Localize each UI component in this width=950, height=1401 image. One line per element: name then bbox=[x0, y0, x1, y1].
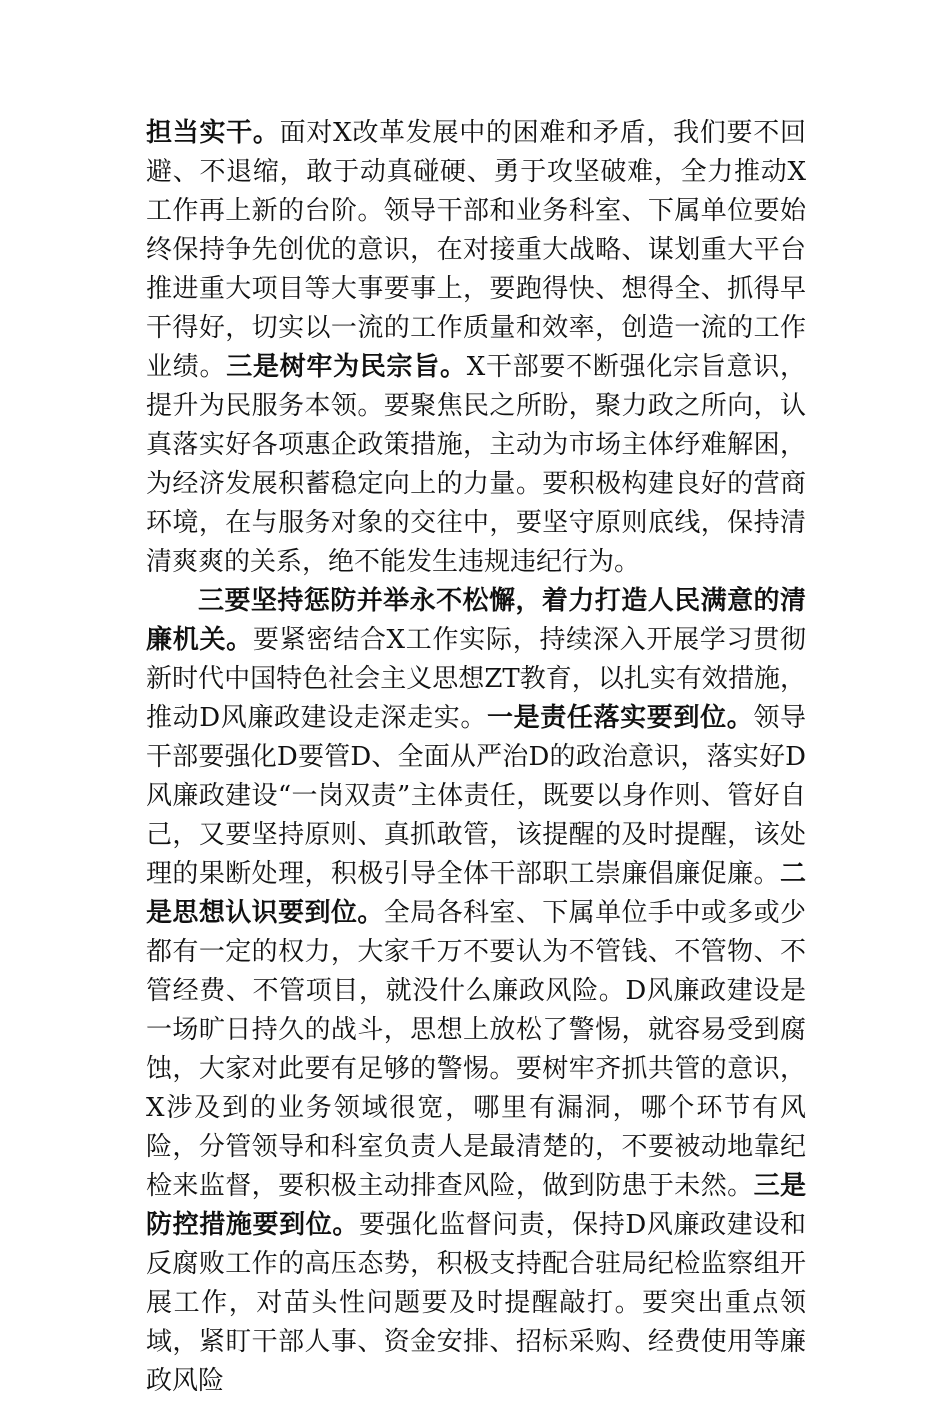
body-text: 全局各科室、下属单位手中或多或少都有一定的权力，大家千万不要认为不管钱、不管物、不管经费、不管项目，就没什么廉政风险。D风廉政建设是一场旷日持久的战斗，思想上放松了警惕，就容易受到腐蚀，大家对此要有足够的警惕。要树牢齐抓共管的意识，X涉及到的业务领域很宽，哪里有漏洞，哪个环节有风险，分管领导和科室负责人是最清楚的，不要被动地靠纪检来监督，要积极主动排查风险，做到防患于未然。 bbox=[146, 898, 806, 1201]
body-text: 领导干部要强化D要管D、全面从严治D的政治意识，落实好D风廉政建设“一岗双责”主体责任，既要以身作则、管好自己，又要坚持原则、真抓敢管，该提醒的及时提醒，该处理的果断处理，积极引导全体干部职工崇廉倡廉促廉。 bbox=[146, 703, 806, 889]
bold-heading: 一是责任落实要到位。 bbox=[487, 703, 754, 733]
body-text: 面对X改革发展中的困难和矛盾，我们要不回避、不退缩，敢于动真碰硬、勇于攻坚破难，全力推动X工作再上新的台阶。领导干部和业务科室、下属单位要始终保持争先创优的意识，在对接重大战略、谋划重大平台推进重大项目等大事要事上，要跑得快、想得全、抓得早干得好，切实以一流的工作质量和效率，创造一流的工作业绩。 bbox=[146, 118, 806, 382]
bold-heading: 二是思想认识要到位。 bbox=[146, 859, 806, 928]
body-text: X干部要不断强化宗旨意识，提升为民服务本领。要聚焦民之所盼，聚力政之所向，认真落实好各项惠企政策措施，主动为市场主体纾难解困，为经济发展积蓄稳定向上的力量。要积极构建良好的营商环境，在与服务对象的交往中，要坚守原则底线，保持清清爽爽的关系，绝不能发生违规违纪行为。 bbox=[146, 352, 806, 577]
paragraph-2 bbox=[146, 582, 806, 1401]
document-page bbox=[146, 114, 806, 1401]
bold-heading: 三是树牢为民宗旨。 bbox=[226, 352, 467, 382]
paragraph-1 bbox=[146, 114, 806, 582]
bold-heading: 担当实干。 bbox=[146, 118, 280, 148]
bold-heading: 三是防控措施要到位。 bbox=[146, 1171, 806, 1240]
body-text: 要强化监督问责，保持D风廉政建设和反腐败工作的高压态势，积极支持配合驻局纪检监察组开展工作，对苗头性问题要及时提醒敲打。要突出重点领域，紧盯干部人事、资金安排、招标采购、经费使用等廉政风险 bbox=[146, 1210, 806, 1396]
bold-heading: 三要坚持惩防并举永不松懈，着力打造人民满意的清廉机关。 bbox=[146, 586, 806, 655]
body-text: 要紧密结合X工作实际，持续深入开展学习贯彻新时代中国特色社会主义思想ZT教育，以扎实有效措施，推动D风廉政建设走深走实。 bbox=[146, 625, 806, 733]
